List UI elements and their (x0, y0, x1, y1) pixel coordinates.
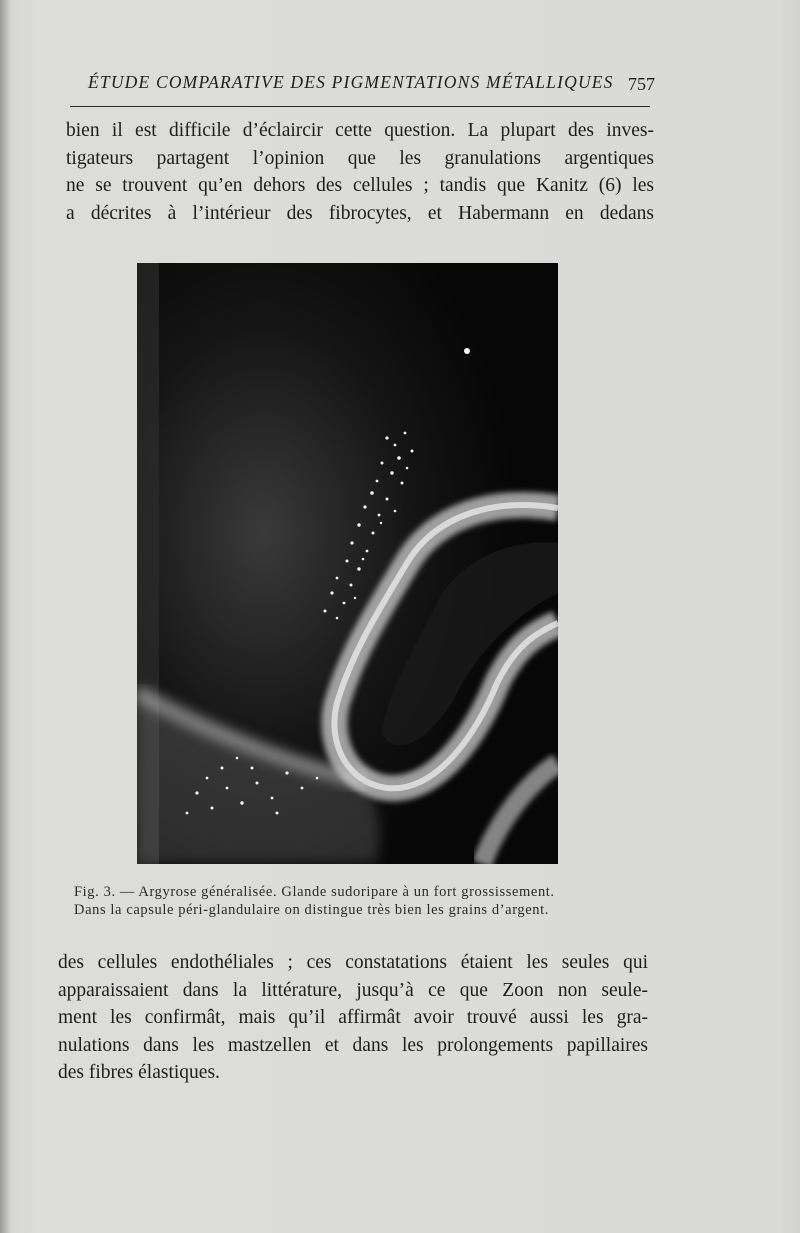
header-rule (70, 106, 650, 107)
text-line: nulations dans les mastzellen et dans les prolongements papillaires (58, 1034, 648, 1056)
figure-caption (74, 883, 634, 919)
text-line: des fibres élastiques. (58, 1062, 220, 1083)
micrograph-image (137, 263, 558, 864)
text-line: tigateurs partagent l’opinion que les granulations argentiques (66, 147, 654, 169)
text-line: des cellules endothéliales ; ces constatations étaient les seules qui (58, 952, 648, 973)
running-head-title: ÉTUDE COMPARATIVE DES PIGMENTATIONS MÉTALLIQUES (88, 72, 614, 92)
paragraph-top (66, 117, 654, 227)
text-line: apparaissaient dans la littérature, jusqu’à ce que Zoon non seule- (58, 979, 648, 1001)
text-line: ne se trouvent qu’en dehors des cellules ; tandis que Kanitz (6) les (66, 175, 654, 196)
micrograph-figure (137, 263, 558, 864)
caption-line: Dans la capsule péri-glandulaire on distingue très bien les grains d’argent. (74, 902, 549, 918)
text-line: a décrites à l’intérieur des fibrocytes, et Habermann en dedans (66, 202, 654, 224)
caption-line: Fig. 3. — Argyrose généralisée. Glande sudoripare à un fort grossissement. (74, 884, 555, 900)
text-line: ment les confirmât, mais qu’il affirmât avoir trouvé aussi les gra- (58, 1007, 648, 1028)
page-number: 757 (628, 74, 655, 94)
page-gutter-shadow (0, 0, 10, 1233)
text-line: bien il est difficile d’éclaircir cette question. La plupart des inves- (66, 120, 654, 141)
paragraph-bottom (58, 949, 648, 1087)
